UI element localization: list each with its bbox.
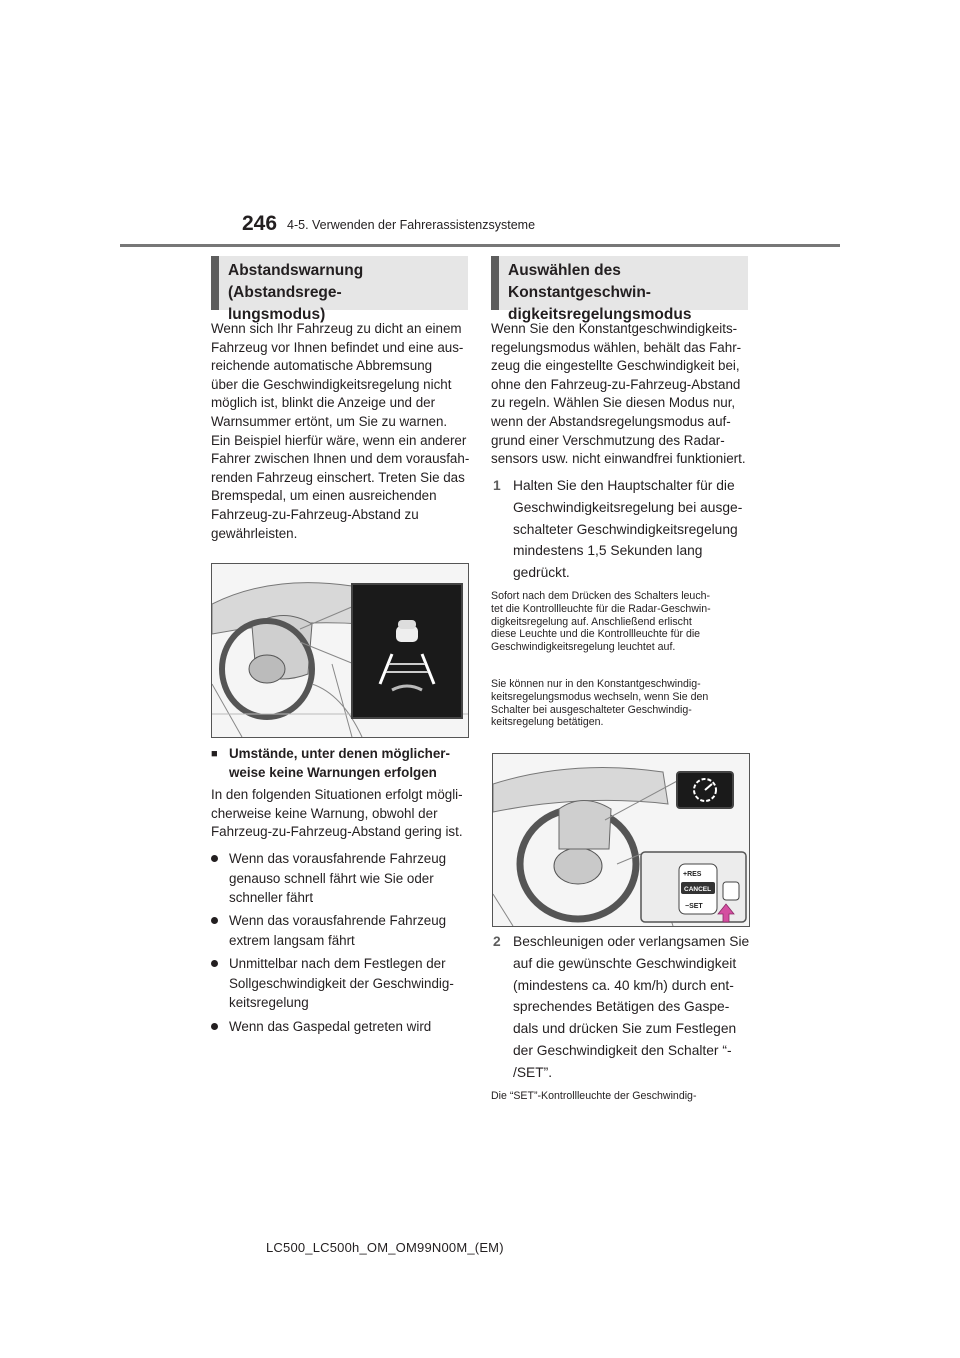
text-line: Unmittelbar nach dem Festlegen der [229,956,446,971]
dashboard-drawing [212,564,468,737]
text-line: digkeitsregelung auf. Anschließend erlischt [491,615,692,628]
text-line: Fahrzeug-zu-Fahrzeug-Abstand zu [211,506,419,522]
text-line: Fahrer zwischen Ihnen und dem vorausfah- [211,451,470,467]
text-line: grund einer Verschmutzung des Radar- [491,432,725,448]
bullet-dot-icon [211,917,218,924]
text-line: renden Fahrzeug einschert. Treten Sie das [211,469,465,485]
text-line: keitsregelung [229,995,309,1010]
text-line: Halten Sie den Hauptschalter für die [513,478,735,493]
text-line: sensors usw. nicht einwandfrei funktioniert. [491,451,746,467]
section-heading-line: Abstandswarnung (Abstandsrege- [228,262,364,301]
list-item [211,911,491,950]
set-label: −SET [685,903,703,910]
text-line: cherweise keine Warnung, obwohl der [211,805,438,821]
text-line: schneller fährt [229,890,314,905]
dashboard-warning-illustration [211,563,469,738]
text-line: Wenn Sie den Konstantgeschwindigkeits- [491,321,738,336]
bullet-dot-icon [211,1023,218,1030]
text-line: Warnsummer ertönt, um Sie zu warnen. [211,413,448,429]
text-line: auf die gewünschte Geschwindigkeit [513,955,737,971]
section-heading-distance-warning [211,256,468,323]
list-item [211,1017,491,1037]
text-line: Wenn das vorausfahrende Fahrzeug [229,851,447,866]
text-line: Fahrzeug-zu-Fahrzeug-Abstand gering ist. [211,824,463,840]
text-line: (mindestens ca. 40 km/h) durch ent- [513,977,734,993]
text-line: Wenn das Gaspedal getreten wird [229,1019,432,1034]
step-number: 2 [493,934,501,949]
section-heading-line: lungsmodus) [228,306,326,323]
text-line: möglich ist, blinkt die Anzeige und der [211,395,436,411]
steering-drawing [493,754,749,926]
page-number: 246 [242,212,278,235]
text-line: sprechendes Betätigen des Gaspe- [513,999,730,1015]
paragraph-constant-speed [491,320,753,469]
text-line: Wenn das vorausfahrende Fahrzeug [229,913,447,928]
text-line: reichende automatische Abbremsung [211,358,433,374]
section-heading-line: Auswählen des Konstantgeschwin- [508,262,651,301]
note-mode-switch [491,678,753,729]
steering-switch-illustration [492,753,750,927]
note-set-indicator [491,1090,753,1103]
step-number: 1 [493,478,501,493]
text-line: mindestens 1,5 Sekunden lang [513,543,703,559]
text-line: extrem langsam fährt [229,932,355,948]
text-line: regelungsmodus wählen, behält das Fahr- [491,339,742,355]
cancel-label: CANCEL [684,886,712,893]
text-line: Ein Beispiel hierfür wäre, wenn ein anderer [211,432,467,448]
section-heading-line: digkeitsregelungsmodus [508,306,692,323]
text-line: Geschwindigkeitsregelung leuchtet auf. [491,641,676,654]
text-line: Wenn sich Ihr Fahrzeug zu dicht an einem [211,321,462,336]
text-line: zeug die eingestellte Geschwindigkeit bei, [491,358,740,374]
text-line: Schalter bei ausgeschalteter Geschwindig- [491,703,692,716]
text-line: gedrückt. [513,565,570,581]
text-line: über die Geschwindigkeitsregelung nicht [211,376,452,392]
text-line: schalteter Geschwindigkeitsregelung [513,521,738,537]
subheading-no-warnings [211,745,491,782]
text-line: keitsregelungsmodus wechseln, wenn Sie den [491,690,709,703]
note-indicator-light [491,590,753,654]
text-line: Die “SET”-Kontrollleuchte der Geschwindig- [491,1090,697,1102]
text-line: keitsregelung betätigen. [491,716,604,729]
text-line: Fahrzeug vor Ihnen befindet und eine aus- [211,339,464,355]
step-2 [493,931,775,1084]
text-line: tet die Kontrollleuchte für die Radar-Geschwin- [491,602,711,615]
header-divider [120,244,840,247]
text-line: Geschwindigkeitsregelung bei ausge- [513,499,743,515]
paragraph-no-warning-situations [211,786,473,842]
bullet-dot-icon [211,855,218,862]
square-bullet-icon: ■ [211,748,218,760]
bullet-dot-icon [211,960,218,967]
text-line: gewährleisten. [211,525,298,541]
document-code: LC500_LC500h_OM_OM99N00M_(EM) [266,1240,504,1255]
section-heading-constant-speed [491,256,748,323]
list-item [211,849,491,908]
text-line: weise keine Warnungen erfolgen [229,764,437,780]
text-line: /SET”. [513,1064,553,1080]
res-label: +RES [683,871,702,878]
text-line: Sofort nach dem Drücken des Schalters leuch- [491,590,711,602]
paragraph-distance-warning [211,320,473,543]
text-line: Sie können nur in den Konstantgeschwindig- [491,678,701,690]
text-line: diese Leuchte und die Kontrollleuchte für die [491,628,701,641]
text-line: der Geschwindigkeit den Schalter “- [513,1042,732,1058]
text-line: Umstände, unter denen möglicher- [229,746,450,761]
text-line: dals und drücken Sie zum Festlegen [513,1021,737,1037]
list-item [211,954,491,1013]
text-line: wenn der Abstandsregelungsmodus auf- [491,413,731,429]
text-line: In den folgenden Situationen erfolgt mögli- [211,787,463,802]
text-line: Beschleunigen oder verlangsamen Sie [513,934,750,949]
text-line: Sollgeschwindigkeit der Geschwindig- [229,975,454,991]
text-line: ohne den Fahrzeug-zu-Fahrzeug-Abstand [491,376,741,392]
text-line: zu regeln. Wählen Sie diesen Modus nur, [491,395,736,411]
step-1 [493,475,775,584]
chapter-title: 4-5. Verwenden der Fahrerassistenzsysteme [287,218,536,232]
text-line: Bremspedal, um einen ausreichenden [211,488,437,504]
text-line: genauso schnell fährt wie Sie oder [229,870,434,886]
